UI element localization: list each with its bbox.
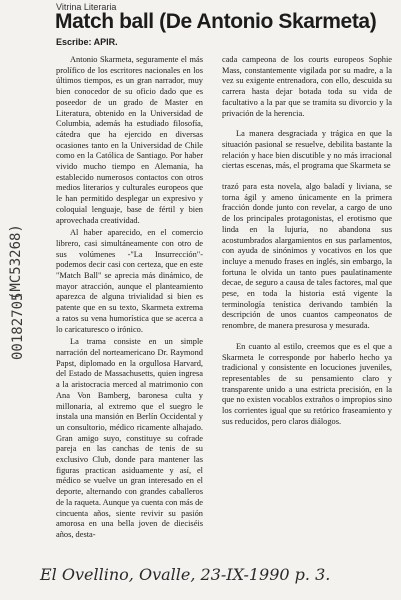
paragraph: Antonio Skarmeta, seguramente el más prolífico de los escritores nacionales en los últimos tiempos, es un gran narrador, muy bien conocedor de su oficio dado que es poseedor de un grado de Master en Literatura, obtenido en la Universidad de Columbia, además ha estudiado filosofía, cátedra que ha ejercido en diversas ocasiones tanto en la Universidad de Chile como en la Católica de Santiago. Por haber vivido mucho tiempo en Alemania, ha establecido numerosos contactos con otros medios literarios y culturales europeos que le han permitido desplegar un expresivo y coloquial lenguaje, base de fértil y bien aprovechada creatividad.: [56, 55, 203, 225]
paragraph: trazó para esta novela, algo baladí y liviana, se torna ágil y ameno únicamente en la primera fracción donde junto con revelar, a cargo de uno de los principales protagonistas, el erotismo que linda en la lujuria, no abandona sus acostumbrados alargamientos en sus parlamentos, con ayuda de sinónimos y vocativos en los que incluye a menudo frases en inglés, sin embargo, la fortuna le olvida un tanto pues paulatinamente decae, de seguro a causa de tales factores, mal que pese, en toda la historia está vigente la terminología tenística derivando también la descripción de unos cuantos campeonatos de renombre, de manera presurosa y mesurada.: [222, 182, 392, 331]
left-column: [56, 55, 203, 557]
paragraph: cada campeona de los courts europeos Sophie Mass, constantemente vigilada por su madre, a la vez su exigente entrenadora, con ello, descuida su carrera hasta dejar botada toda su vida de facultativo a la par que se tramita su divorcio y la privación de la herencia.: [222, 55, 392, 118]
section-label: Vitrina Literaria: [56, 2, 117, 12]
right-column: [222, 55, 392, 515]
paragraph: Al haber aparecido, en el comercio librero, casi simultáneamente con otro de sus volúmenes -"La Insurrección"- podemos decir casi con certeza, que en este "Match Ball" se aprecia más dinámico, de mayor atracción, aunque el planteamiento aparezca de alguna trivialidad si bien es patente que en su texto, Skarmeta extrema a ratos su vena humorística que se acerca a lo caricaturesco o irónico.: [56, 228, 203, 334]
paragraph: La manera desgraciada y trágica en que la situación pasional se resuelve, debilita bastante la relación y hace bien discutible y no más irracional ciertas escenas, más, el programa que Skarmeta se: [222, 129, 392, 171]
source-handwritten-note: El Ovellino, Ovalle, 23-IX-1990 p. 3.: [40, 565, 331, 584]
article-byline: Escribe: APIR.: [56, 37, 118, 47]
paragraph: La trama consiste en un simple narración del norteamericano Dr. Raymond Papst, diplomado en la orgullosa Harvard, del Estado de Massachusetts, quien ingresa a la aristocracia merced al matrimonio con Ana Von Bamberg, baronesa culta y millonaria, al extremo que el suegro le instala una mansión en Berlín Occidental y un consultorio, médico ricamente alhajado. Gran amigo suyo, constituye su cofrade pareja en las canchas de tenis de su exclusivo Club, donde para mantener las figuras practican asiduamente y así, el médico se vuelve un gran interesado en el deporte, alternando con grandes caballeros de la raqueta. Aunque ya cuenta con más de cincuenta años, siente revivir su pasión amorosa en una bella joven de dieciséis años, desta-: [56, 337, 203, 539]
archive-id-note: (MC53268): [8, 224, 24, 300]
paragraph: En cuanto al estilo, creemos que es el que a Skarmeta le corresponde por haberlo hecho ya tradicional y consistente en locuciones juveniles, representables de su pensamiento claro y transparente unido a una estricta precisión, en la que no existen vocablos extraños o impropios sino los corrientes igual que su retórico fraseamiento y sus reducidos, pero claros diálogos.: [222, 341, 392, 426]
catalog-number-note: 00182705: [10, 292, 26, 360]
article-headline: Match ball (De Antonio Skarmeta): [55, 10, 377, 33]
